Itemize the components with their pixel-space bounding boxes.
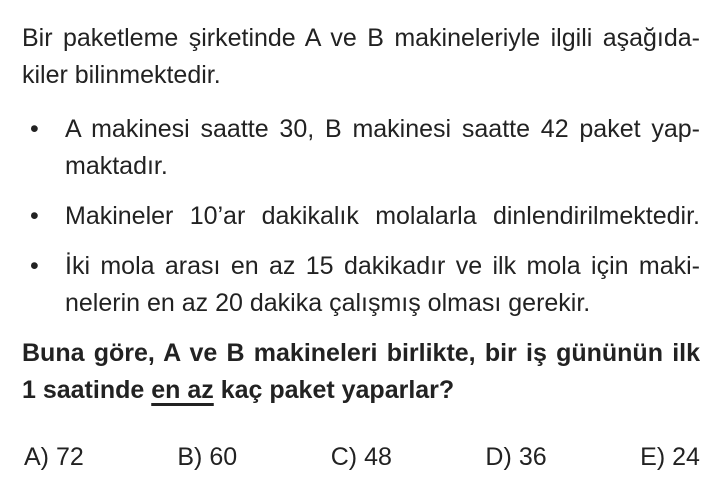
choice-d-value: 36 <box>518 443 547 471</box>
bullet-2-line-1: Makineler 10’ar dakikalık molalarla dinlendirilmektedir. <box>65 202 700 230</box>
choice-b-label: B) <box>177 443 203 471</box>
question-line-1: Buna göre, A ve B makineleri birlikte, bir iş gününün ilk <box>22 339 700 367</box>
bullet-dot-icon: • <box>30 202 39 230</box>
answer-choices <box>22 439 700 476</box>
intro-line-1: Bir paketleme şirketinde A ve B makineleriyle ilgili aşağıda- <box>22 24 700 52</box>
bullet-dot-icon: • <box>30 252 39 280</box>
bullet-3-line-1: İki mola arası en az 15 dakikadır ve ilk mola için maki- <box>65 252 700 280</box>
intro-line-2: kiler bilinmektedir. <box>22 61 221 89</box>
question-line-2-before: 1 saatinde <box>22 376 152 404</box>
bullet-item-3 <box>22 248 700 322</box>
bullet-dot-icon: • <box>30 115 39 143</box>
choice-d-label: D) <box>485 443 512 471</box>
question-intro <box>22 20 700 94</box>
choice-c-value: 48 <box>364 443 392 471</box>
choice-d <box>485 439 546 476</box>
bullet-3-text <box>65 248 700 322</box>
choice-a <box>24 439 84 476</box>
choice-a-value: 72 <box>56 443 84 471</box>
choice-b-value: 60 <box>209 443 238 471</box>
bullet-list <box>22 111 700 322</box>
bullet-2-text <box>65 198 700 235</box>
bullet-1-line-1: A makinesi saatte 30, B makinesi saatte 42 paket yap- <box>65 115 700 143</box>
question-line-2 <box>22 372 700 409</box>
choice-e-label: E) <box>640 443 666 471</box>
bullet-item-1 <box>22 111 700 185</box>
bullet-3-line-2: nelerin en az 20 dakika çalışmış olması gerekir. <box>65 289 591 317</box>
question-prompt <box>22 335 700 409</box>
choice-e-value: 24 <box>672 443 700 471</box>
choice-c-label: C) <box>330 443 358 471</box>
question-underlined-phrase: en az <box>151 376 214 404</box>
choice-a-label: A) <box>24 443 49 471</box>
question-line-2-after: kaç paket yaparlar? <box>213 376 455 404</box>
choice-b <box>177 439 237 476</box>
choice-c <box>331 439 392 476</box>
bullet-1-line-2: maktadır. <box>65 152 168 180</box>
bullet-item-2 <box>22 198 700 235</box>
bullet-1-text <box>65 111 700 185</box>
choice-e <box>640 439 700 476</box>
